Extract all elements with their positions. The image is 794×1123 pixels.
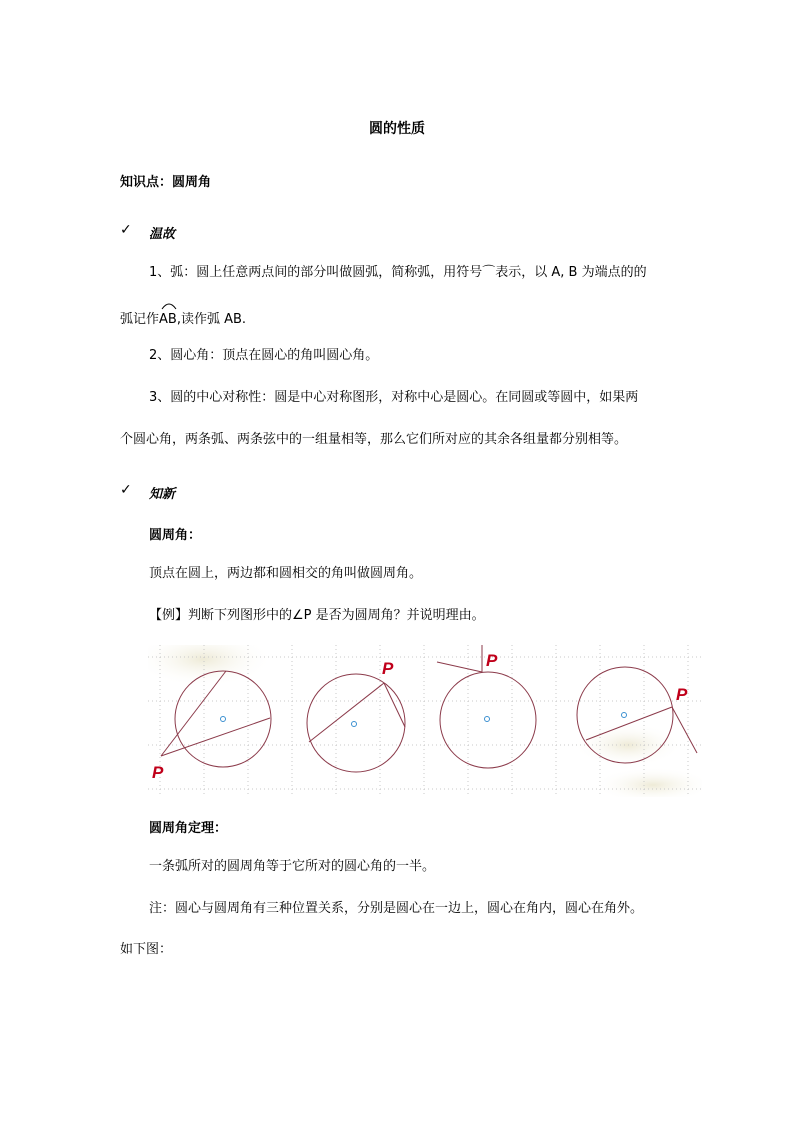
paragraph-1-line-2 — [120, 311, 246, 329]
point-label-p: P — [676, 685, 688, 704]
theorem-text: 一条弧所对的圆周角等于它所对的圆心角的一半。 — [149, 859, 436, 874]
center-point — [622, 713, 627, 718]
arc-notation — [159, 311, 177, 329]
point-label-p: P — [152, 763, 164, 782]
check-icon: ✓ — [120, 482, 132, 498]
example-question: 【例】判断下列图形中的∠P 是否为圆周角？并说明理由。 — [149, 608, 485, 623]
arc-notation-suffix: ,读作弧 AB. — [176, 312, 247, 327]
paragraph-3-line-1: 3、圆的中心对称性：圆是中心对称图形，对称中心是圆心。在同圆或等圆中，如果两 — [149, 390, 639, 405]
point-label-p: P — [486, 651, 498, 670]
page-title: 圆的性质 — [369, 121, 425, 137]
center-point — [485, 717, 490, 722]
example-figure — [148, 645, 702, 797]
paragraph-3-line-2: 个圆心角，两条弧、两条弦中的一组量相等，那么它们所对应的其余各组量都分别相等。 — [120, 432, 628, 447]
note-text: 注：圆心与圆周角有三种位置关系，分别是圆心在一边上，圆心在角内，圆心在角外。 — [149, 901, 644, 916]
center-point — [221, 717, 226, 722]
new-knowledge-heading: 知新 — [149, 487, 176, 502]
as-shown-below: 如下图： — [120, 942, 173, 957]
review-heading: 温故 — [149, 227, 176, 242]
paragraph-2: 2、圆心角：顶点在圆心的角叫圆心角。 — [149, 348, 379, 363]
check-icon: ✓ — [120, 222, 132, 238]
paragraph-1-line-1: 1、弧：圆上任意两点间的部分叫做圆弧，简称弧，用符号⌒表示，以 A, B 为端点的的 — [149, 265, 647, 280]
arc-symbol-icon — [161, 302, 177, 310]
topic-heading: 知识点：圆周角 — [120, 175, 212, 190]
center-point — [352, 722, 357, 727]
inscribed-angle-definition: 顶点在圆上，两边都和圆相交的角叫做圆周角。 — [149, 566, 423, 581]
arc-notation-label: AB — [159, 312, 177, 327]
inscribed-angle-heading: 圆周角： — [149, 528, 202, 543]
arc-notation-prefix: 弧记作 — [120, 312, 160, 327]
point-label-p: P — [382, 659, 394, 678]
theorem-heading: 圆周角定理： — [149, 821, 228, 836]
